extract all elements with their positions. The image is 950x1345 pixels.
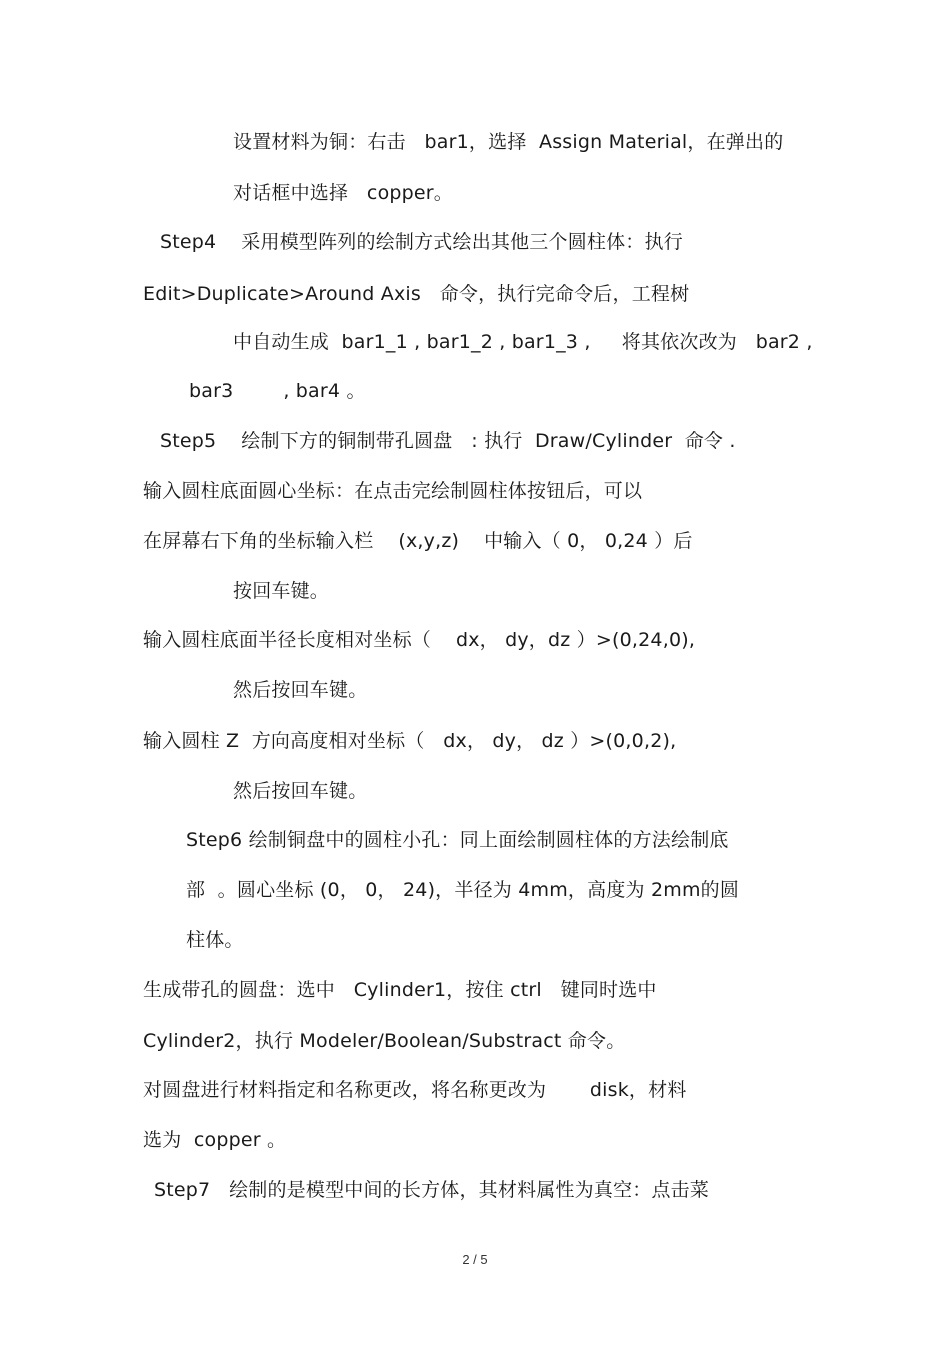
text-line: 然后按回车键。 bbox=[233, 679, 368, 701]
text-line: 选为 copper 。 bbox=[143, 1129, 287, 1151]
text-line: Step4 采用模型阵列的绘制方式绘出其他三个圆柱体：执行 bbox=[160, 231, 683, 253]
text-line: Step7 绘制的是模型中间的长方体，其材料属性为真空：点击菜 bbox=[154, 1179, 710, 1201]
text-line: 对圆盘进行材料指定和名称更改，将名称更改为 disk，材料 bbox=[143, 1079, 687, 1101]
text-line: 对话框中选择 copper。 bbox=[233, 182, 454, 204]
text-line: Step5 绘制下方的铜制带孔圆盘 : 执行 Draw/Cylinder 命令 . bbox=[160, 430, 736, 452]
text-line: 中自动生成 bar1_1 , bar1_2 , bar1_3 , 将其依次改为 bar2 , bbox=[233, 331, 813, 353]
page-number: 2 / 5 bbox=[462, 1252, 488, 1267]
text-line: 生成带孔的圆盘：选中 Cylinder1，按住 ctrl 键同时选中 bbox=[143, 979, 657, 1001]
text-line: Cylinder2，执行 Modeler/Boolean/Substract 命令。 bbox=[143, 1030, 626, 1052]
text-line: Edit>Duplicate>Around Axis 命令，执行完命令后，工程树 bbox=[143, 283, 690, 305]
text-line: 柱体。 bbox=[186, 929, 244, 951]
text-line: 设置材料为铜：右击 bar1，选择 Assign Material，在弹出的 bbox=[233, 131, 784, 153]
text-line: 按回车键。 bbox=[233, 580, 330, 602]
text-line: 输入圆柱 Z 方向高度相对坐标（ dx， dy， dz ）>(0,0,2), bbox=[143, 730, 677, 752]
text-line: 然后按回车键。 bbox=[233, 780, 368, 802]
text-line: 输入圆柱底面圆心坐标：在点击完绘制圆柱体按钮后，可以 bbox=[143, 480, 643, 502]
text-line: Step6 绘制铜盘中的圆柱小孔：同上面绘制圆柱体的方法绘制底 bbox=[186, 829, 729, 851]
text-line: 在屏幕右下角的坐标输入栏 (x,y,z) 中输入（ 0， 0,24 ）后 bbox=[143, 530, 693, 552]
text-line: bar3 , bar4 。 bbox=[189, 380, 366, 402]
text-line: 部 。圆心坐标 (0， 0， 24)，半径为 4mm，高度为 2mm的圆 bbox=[186, 879, 740, 901]
text-line: 输入圆柱底面半径长度相对坐标（ dx， dy，dz ）>(0,24,0), bbox=[143, 629, 696, 651]
